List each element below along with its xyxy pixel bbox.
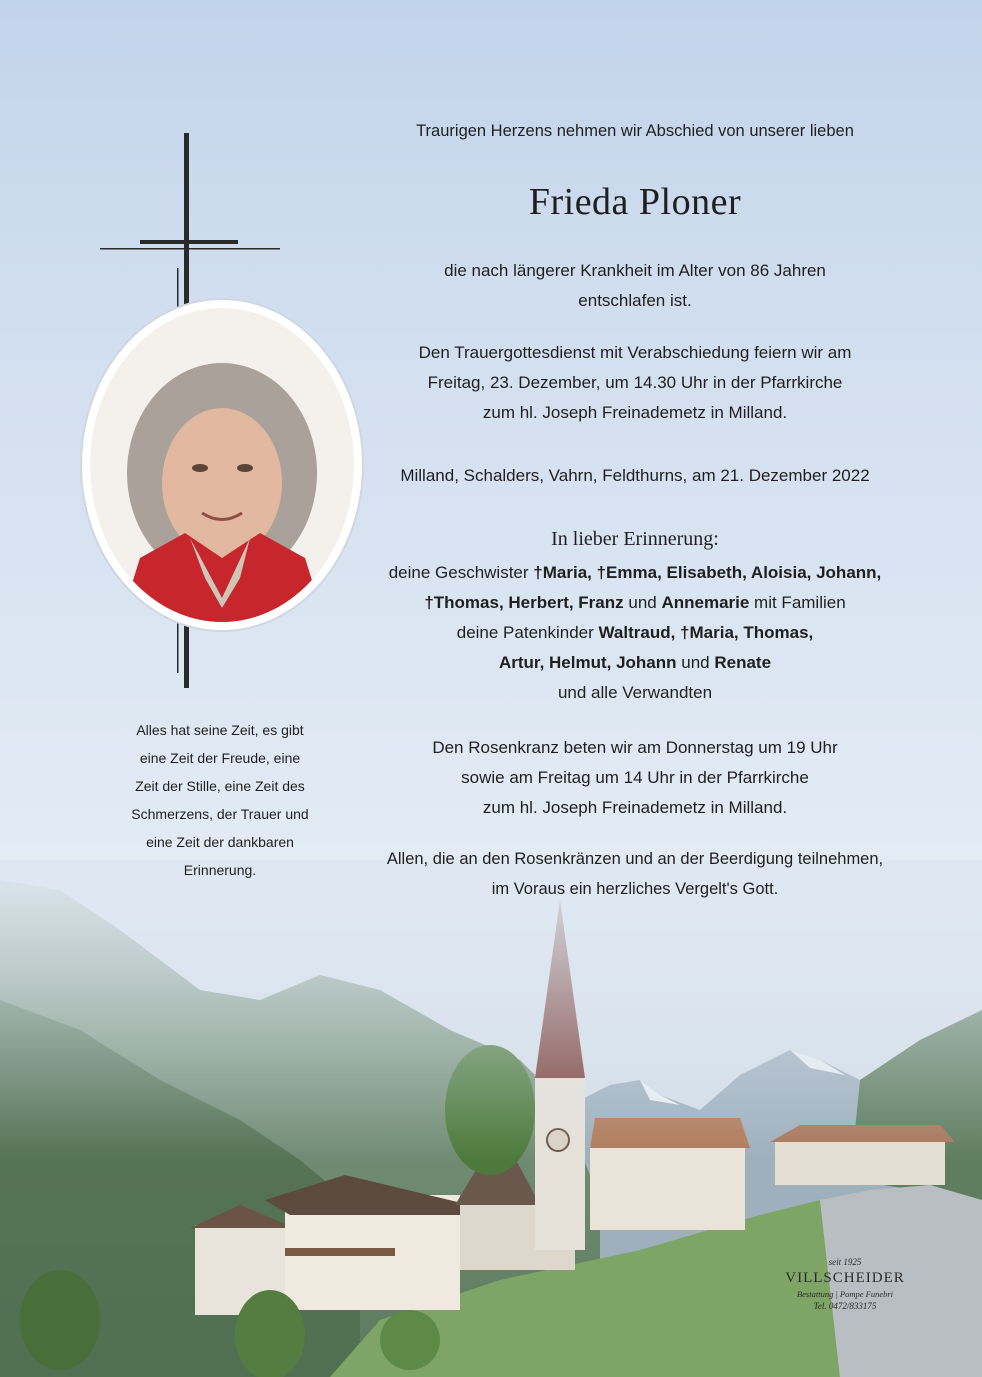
siblings-names-2: †Thomas, Herbert, Franz [424, 593, 624, 612]
logo-phone: Tel. 0472/833175 [813, 1301, 877, 1311]
memory-heading: In lieber Erinnerung: [551, 528, 719, 550]
funeral-line-2: Freitag, 23. Dezember, um 14.30 Uhr in der Pfarrkirche [427, 373, 843, 392]
thanks-line-1: Allen, die an den Rosenkränzen und an der Beerdigung teilnehmen, [386, 850, 884, 868]
quote-line-4: Schmerzens, der Trauer und [131, 806, 309, 822]
quote-line-1: Alles hat seine Zeit, es gibt [136, 722, 304, 738]
and-1: und [623, 593, 662, 612]
mourners-list [370, 558, 900, 708]
quote-line-6: Erinnerung. [183, 862, 257, 878]
godchildren-line-2 [370, 648, 900, 678]
rosary-line-3: zum hl. Joseph Freinademetz in Milland. [482, 798, 788, 817]
intro-text: Traurigen Herzens nehmen wir Abschied von unserer lieben [416, 122, 854, 140]
with-families: mit Familien [749, 593, 846, 612]
funeral-line-1: Den Trauergottesdienst mit Verabschiedung feiern wir am [418, 343, 852, 362]
logo-subtitle: Bestattung | Pompe Funebri [796, 1289, 894, 1299]
rosary-line-1: Den Rosenkranz beten wir am Donnerstag um 19 Uhr [432, 738, 838, 757]
and-2: und [676, 653, 715, 672]
quote-line-3: Zeit der Stille, eine Zeit des [135, 778, 305, 794]
siblings-names-1: †Maria, †Emma, Elisabeth, Aloisia, Johann, [533, 563, 882, 582]
deceased-name: Frieda Ploner [528, 181, 742, 223]
death-notice [370, 256, 900, 316]
godchildren-names-1: Waltraud, †Maria, Thomas, [598, 623, 814, 642]
quote-line-5: eine Zeit der dankbaren [146, 834, 294, 850]
place-date: Milland, Schalders, Vahrn, Feldthurns, am 21. Dezember 2022 [400, 466, 870, 485]
godchildren-names-2: Artur, Helmut, Johann [498, 653, 677, 672]
logo-since: seit 1925 [828, 1257, 862, 1267]
rosary-notice [370, 733, 900, 823]
godchildren-prefix: deine Patenkinder [456, 623, 599, 642]
memorial-quote [110, 716, 330, 884]
thanks-line-2: im Voraus ein herzliches Vergelt's Gott. [491, 880, 779, 898]
funeral-notice [370, 338, 900, 428]
funeral-line-3: zum hl. Joseph Freinademetz in Milland. [482, 403, 788, 422]
godchild-last: Renate [714, 653, 772, 672]
siblings-line-1 [370, 558, 900, 588]
relatives-line: und alle Verwandten [557, 683, 713, 702]
sibling-last: Annemarie [661, 593, 750, 612]
logo-brand: VILLSCHEIDER [785, 1270, 905, 1286]
rosary-line-2: sowie am Freitag um 14 Uhr in der Pfarrkirche [461, 768, 809, 787]
funeral-home-logo [775, 1256, 915, 1312]
quote-line-2: eine Zeit der Freude, eine [139, 750, 301, 766]
death-line-2: entschlafen ist. [578, 291, 692, 310]
siblings-prefix: deine Geschwister [388, 563, 534, 582]
portrait-photo [90, 308, 354, 622]
thanks-notice [370, 844, 900, 904]
siblings-line-2 [370, 588, 900, 618]
godchildren-line-1 [370, 618, 900, 648]
death-line-1: die nach längerer Krankheit im Alter von 86 Jahren [444, 261, 826, 280]
